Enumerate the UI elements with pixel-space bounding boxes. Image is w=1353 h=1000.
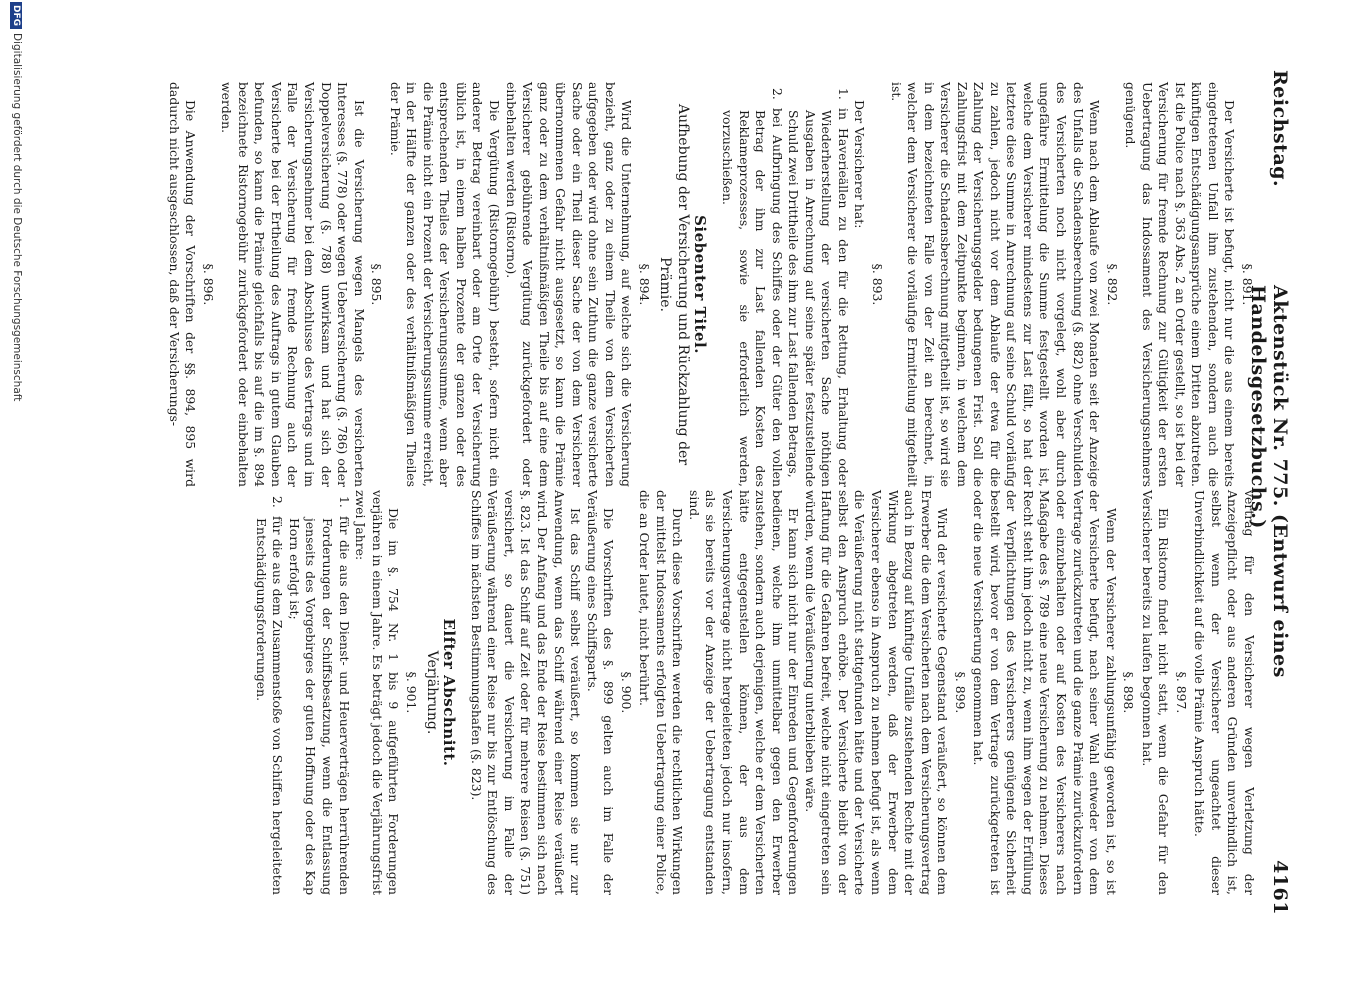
section-heading: §. 900. <box>618 671 634 714</box>
list-number: 1. <box>835 88 851 100</box>
header-center: Aktenstück Nr. 775. (Entwurf eines Handelsgesetzbuchs.) <box>1247 285 1291 678</box>
section-heading: §. 892. <box>1104 263 1120 306</box>
paragraph: Der Versicherte ist befugt, nicht nur die aus einem bereits eingetretenen Unfall ihm zustehenden, sondern auch die künftigen Entschädigungsansprüche einem Dritten abzutreten. Ist die Police nach §. 363 Abs. 2 an Order gestellt, so ist bei der Versicherung für fremde Rechnung zur Gültigkeit der ersten Uebertragung das Indossament des Versicherungsnehmers genügend. <box>1123 82 1238 487</box>
section-heading: §. 898. <box>1121 671 1137 714</box>
paragraph: Ist das Schiff selbst veräußert, so kommen sie nur zur Anwendung, wenn das Schiff während einer Reise veräußert wird. Der Anfang und das Ende der Reise bestimmen sich nach §. 823. Ist das Schiff auf Zeit oder für mehrere Reisen (§. 751) versichert, so dauert die Versicherung im Falle der Veräußerung während einer Reise nur bis zur Entlöschung des Schiffes im nächsten Bestimmungshafen (§. 823). <box>468 490 584 895</box>
paragraph: vertrag für den Versicherer wegen Verletzung der Anzeigepflicht oder aus anderen Gründen unverbindlich ist, selbst wenn der Versicherer ungeachtet dieser Unverbindlichkeit auf die volle Prämie Anspruch hätte. <box>1192 490 1257 895</box>
paragraph: Durch diese Vorschriften werden die rechtlichen Wirkungen der mittelst Indossaments erfolgten Uebertragung einer Police, die an Order lautet, nicht berührt. <box>637 490 686 895</box>
list-text: für die aus den Dienst- und Heuerverträgen herrührenden Forderungen der Schiffsbesatzung, wenn die Entlassung jenseits des Vorgebirges der guten Hoffnung oder des Kap Horn erfolgt ist; <box>286 516 352 895</box>
list-text: in Haverieällen zu den für die Rettung, Erhaltung oder Wiederherstellung der versicherten Sache nöthigen Ausgaben in Anrechnung auf seine später festzustellende Schuld zwei Drittheile des ihm zur Last fallenden Betrags, <box>786 108 851 487</box>
title-subheading: Verjährung. <box>423 650 440 735</box>
section-heading: §. 899. <box>952 671 968 714</box>
section-heading: §. 894. <box>636 263 652 306</box>
list-number: 2. <box>270 496 286 508</box>
left-column <box>165 82 1257 487</box>
title-heading: Siebenter Titel. <box>691 215 710 354</box>
section-heading: §. 891. <box>1240 263 1255 306</box>
paragraph: Wird der versicherte Gegenstand veräußert, so können dem Erwerber die dem Versicherten nach dem Versicherungsvertrag auch in Bezug auf künftige Unfälle zustehenden Rechte mit der Wirkung abgetreten werden, daß der Erwerber dem Versicherer ebenso in Anspruch zu nehmen befugt ist, als wenn die Veräußerung nicht stattgefunden hätte und der Versicherte selbst den Anspruch erhöbe. Der Versicherte bleibt von der Haftung für die Gefahren befreit, welche nicht eingetreten sein würden, wenn die Veräußerung unterblieben wäre. <box>802 490 951 895</box>
footer-text: Digitalisierung gefördert durch die Deutsche Forschungsgemeinschaft <box>11 33 23 402</box>
paragraph: Wenn der Versicherer zahlungsunfähig geworden ist, so ist der Versicherte befugt, nach seiner Wahl entweder von dem Vertrage zurückzutreten und die ganze Prämie zurückzufordern oder einzubehalten oder auf Kosten des Versicherers nach Maßgabe des §. 789 eine neue Versicherung zu nehmen. Dieses Recht steht ihm jedoch nicht zu, wenn ihm wegen der Erfüllung der Verpflichtungen des Versicherers genügende Sicherheit bestellt wird, bevor er von dem Vertrage zurückgetreten ist oder die neue Versicherung genommen hat. <box>971 490 1119 895</box>
paragraph: Die Vorschriften des §. 899 gelten auch im Falle der Veräußerung eines Schiffsparts. <box>584 490 617 895</box>
section-heading: §. 893. <box>869 263 885 306</box>
list-item <box>785 82 851 487</box>
section-heading: §. 901. <box>403 671 419 714</box>
right-column <box>252 490 1257 895</box>
paragraph: Die Vergütung (Ristornogebühr) besteht, sofern nicht ein anderer Betrag vereinbart oder am Orte der Versicherung üblich ist, in einem halben Prozente der ganzen oder des entsprechenden Theiles der Versicherungssumme, wenn aber die Prämie nicht ein Prozent der Versicherungssumme erreicht, in der Hälfte der ganzen oder des verhältnißmäßigen Theiles der Prämie. <box>387 82 503 487</box>
section-heading: §. 897. <box>1173 671 1189 714</box>
title-subheading: Aufhebung der Versicherung und Rückzahlung der Prämie. <box>656 103 691 466</box>
header-left: Reichstag. <box>1269 70 1291 188</box>
paragraph: Er kann sich nicht nur der Einreden und Gegenforderungen bedienen, welche ihm unmittelbar gegen den Erwerber zustehen, sondern auch derjenigen, welche er dem Versicherten hätte entgegenstellen können, der aus dem Versicherungsvertrage nicht hergeleiteten jedoch nur insofern, als sie bereits vor der Anzeige der Uebertragung entstanden sind. <box>686 490 802 895</box>
digitization-footer <box>5 2 23 998</box>
section-heading: §. 896. <box>200 263 216 306</box>
dfg-logo: DFG <box>10 2 22 29</box>
paragraph: Die im §. 754 Nr. 1 bis 9 aufgeführten Forderungen verjähren in einem Jahre. Es beträgt jedoch die Verjährungsfrist zwei Jahre: <box>353 490 402 895</box>
paragraph: Die Anwendung der Vorschriften der §§. 894, 895 wird dadurch nicht ausgeschlossen, daß der Versicherungs- <box>166 82 199 487</box>
paragraph: Wird die Unternehmung, auf welche sich die Versicherung bezieht, ganz oder zu einem Theile von dem Versicherten aufgegeben oder wird ohne sein Zuthun die ganze versicherte Sache oder ein Theil dieser Sache der von dem Versicherer übernommenen Gefahr nicht ausgesetzt, so kann die Prämie ganz oder zu dem verhältnißmäßigen Theile bis auf eine dem Versicherer gebührende Vergütung zurückgefordert oder einbehalten werden (Ristorno). <box>503 82 635 487</box>
list-item <box>252 490 285 895</box>
list-text: für die aus dem Zusammenstoße von Schiffen hergeleiteten Entschädigungsforderungen. <box>253 516 286 895</box>
paragraph: Wenn nach dem Ablaufe von zwei Monaten seit der Anzeige des Unfalls die Schadensberechnung (§. 882) ohne Verschulden des Versicherten noch nicht vorgelegt, wohl aber durch ungefähre Ermittelung die Summe festgestellt worden ist, welche dem Versicherer mindestens zur Last fällt, so hat der letztere diese Summe in Anrechnung auf seine Schuld vorläufig zu zahlen, jedoch nicht vor dem Ablaufe der etwa für die Zahlung der Versicherungsgelder bedungenen Frist. Soll die Zahlungsfrist mit dem Zeitpunkte beginnen, in welchem dem Versicherer die Schadensberechnung mitgetheilt ist, so wird sie in dem bezeichneten Falle von der Zeit an berechnet, in welcher dem Versicherer die vorläufige Ermittelung mitgetheilt ist. <box>888 82 1103 487</box>
list-text: bei Aufbringung des Schiffes oder der Güter den vollen Betrag der ihm zur Last fallenden Kosten des Reklameprozesses, sowie sie erforderlich werden, vorzuschießen. <box>720 108 785 487</box>
section-heading: §. 895. <box>369 263 385 306</box>
paragraph: Ist die Versicherung wegen Mangels des versicherten Interesses (§. 778) oder wegen Ueberversicherung (§. 786) oder Doppelversicherung (§. 788) unwirksam und hat sich der Versicherungsnehmer bei dem Abschlusse des Vertrags und im Falle der Versicherung für fremde Rechnung auch der Versicherte bei der Ertheilung des Auftrags in gutem Glauben befunden, so kann die Prämie gleichfalls bis auf die im §. 894 bezeichnete Ristornogebühr zurückgefordert oder einbehalten werden. <box>219 82 367 487</box>
list-number: 2. <box>769 88 785 100</box>
paragraph: Der Versicherer hat: <box>852 100 868 229</box>
page-number: 4161 <box>1269 860 1291 915</box>
paragraph: Ein Ristorno findet nicht statt, wenn die Gefahr für den Versicherer bereits zu laufen begonnen hat. <box>1139 490 1172 895</box>
list-number: 1. <box>336 496 352 508</box>
title-heading: Elfter Abschnitt. <box>440 618 459 767</box>
list-item <box>719 82 785 487</box>
list-item <box>285 490 351 895</box>
